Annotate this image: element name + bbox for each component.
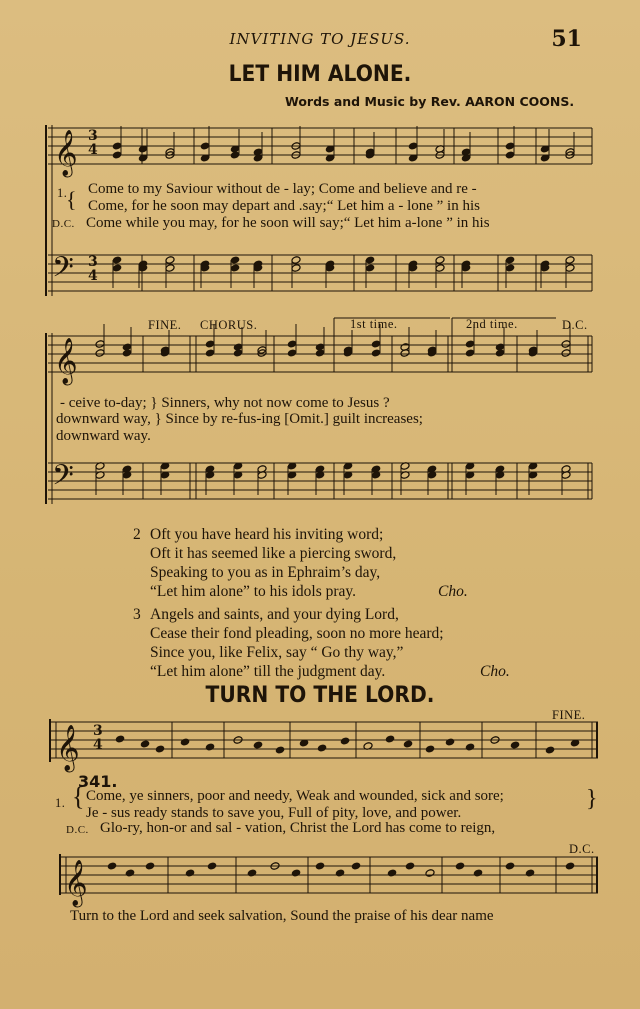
note-head <box>207 862 217 871</box>
note-head <box>505 256 515 265</box>
note-head <box>340 737 350 746</box>
note-head <box>165 256 175 265</box>
note-head <box>525 869 535 878</box>
treble-clef-icon: 𝄞 <box>54 130 78 176</box>
note-head <box>455 862 465 871</box>
verse-number: 1. <box>55 796 66 810</box>
time-sig-bottom: 4 <box>93 737 103 753</box>
note-head <box>112 256 122 265</box>
stanza-line: Since you, like Felix, say “ Go thy way,” <box>150 644 404 661</box>
note-head <box>473 869 483 878</box>
note-head <box>291 869 301 878</box>
bass-clef-icon: 𝄢 <box>52 251 74 291</box>
note-head <box>230 256 240 265</box>
note-head <box>505 142 515 151</box>
note-head <box>112 151 122 160</box>
time-sig-top: 3 <box>88 254 98 270</box>
lyric-line: Glo-ry, hon-or and sal - vation, Christ the Lord has come to reign, <box>100 820 496 836</box>
note-head <box>465 743 475 752</box>
note-head <box>403 740 413 749</box>
treble-clef-icon: 𝄞 <box>56 725 80 771</box>
brace-verse-1: { <box>66 187 77 212</box>
stanza-line: Oft you have heard his inviting word; <box>150 526 384 543</box>
lyric-line: Je - sus ready stands to save you, Full of pity, love, and power. <box>86 805 462 821</box>
note-head <box>405 862 415 871</box>
note-head <box>315 349 325 358</box>
note-head <box>291 264 301 273</box>
note-head <box>317 744 327 753</box>
note-head <box>435 264 445 273</box>
time-sig-bottom: 4 <box>88 268 98 284</box>
note-head <box>107 862 117 871</box>
note-head <box>425 869 435 878</box>
refrain-line: Turn to the Lord and seek salvation, Sound the praise of his dear name <box>70 908 494 924</box>
verse-number: 1. <box>57 186 68 200</box>
note-head <box>112 142 122 151</box>
hymn1-credit: Words and Music by Rev. AARON COONS. <box>285 94 575 109</box>
note-head <box>205 743 215 752</box>
note-head <box>365 256 375 265</box>
lyric-line: Come, for he soon may depart and .say;“ Let him a - lone ” in his <box>88 198 480 214</box>
fine-label: FINE. <box>552 708 586 722</box>
dc-label: D.C. <box>66 824 89 836</box>
note-head <box>565 862 575 871</box>
note-head <box>351 862 361 871</box>
lyric-line: downward way. <box>56 428 151 444</box>
stanza-number: 3 <box>133 606 141 623</box>
note-head <box>185 869 195 878</box>
note-head <box>545 746 555 755</box>
note-head <box>505 862 515 871</box>
note-head <box>561 340 571 349</box>
note-head <box>510 741 520 750</box>
hymn-number: 341. <box>78 772 118 791</box>
note-head <box>315 862 325 871</box>
note-head <box>95 349 105 358</box>
stanza-line: “Let him alone” till the judgment day. <box>150 663 386 680</box>
note-head <box>200 142 210 151</box>
note-head <box>155 745 165 754</box>
lyric-line: downward way, } Since by re-fus-ing [Omit.] guilt increases; <box>56 411 423 427</box>
chorus-cue: Cho. <box>438 583 468 600</box>
note-head <box>335 869 345 878</box>
note-head <box>95 340 105 349</box>
stanza-line: “Let him alone” to his idols pray. <box>150 583 357 600</box>
note-head <box>122 349 132 358</box>
note-head <box>385 735 395 744</box>
note-head <box>247 869 257 878</box>
note-head <box>408 142 418 151</box>
note-head <box>140 740 150 749</box>
chorus-label: CHORUS. <box>200 318 258 332</box>
note-head <box>371 349 381 358</box>
note-head <box>233 349 243 358</box>
time-sig-top: 3 <box>88 128 98 144</box>
note-head <box>230 151 240 160</box>
note-head <box>115 735 125 744</box>
brace-verse-1: { <box>72 782 85 811</box>
note-head <box>165 264 175 273</box>
lyric-line: - ceive to-day; } Sinners, why not now come to Jesus ? <box>60 395 390 411</box>
second-time-label: 2nd time. <box>466 317 518 331</box>
hymn2-title: TURN TO THE LORD. <box>205 683 435 708</box>
brace-close: } <box>586 786 598 812</box>
note-head <box>371 340 381 349</box>
treble-clef-icon: 𝄞 <box>54 338 78 384</box>
note-head <box>495 349 505 358</box>
note-head <box>365 264 375 273</box>
note-head <box>205 349 215 358</box>
running-title: INVITING TO JESUS. <box>229 30 411 48</box>
note-head <box>145 862 155 871</box>
stanza-number: 2 <box>133 526 141 543</box>
stanza-line: Oft it has seemed like a piercing sword, <box>150 545 397 562</box>
note-head <box>291 256 301 265</box>
treble-clef-icon: 𝄞 <box>64 860 88 906</box>
lyric-line: Come, ye sinners, poor and needy, Weak and wounded, sick and sore; <box>86 788 504 804</box>
note-head <box>205 340 215 349</box>
note-head <box>465 349 475 358</box>
note-head <box>287 340 297 349</box>
stanza-line: Speaking to you as in Ephraim’s day, <box>150 564 381 581</box>
lyric-line: Come while you may, for he soon will say;“ Let him a-lone ” in his <box>86 215 490 231</box>
note-head <box>125 869 135 878</box>
note-head <box>253 741 263 750</box>
note-head <box>287 349 297 358</box>
fine-label: FINE. <box>148 318 182 332</box>
note-head <box>230 264 240 273</box>
dc-label: D.C. <box>562 318 588 332</box>
note-head <box>387 869 397 878</box>
time-sig-bottom: 4 <box>88 142 98 158</box>
note-head <box>435 256 445 265</box>
note-head <box>505 264 515 273</box>
dc-label: D.C. <box>52 218 75 230</box>
stanza-line: Cease their fond pleading, soon no more heard; <box>150 625 444 642</box>
note-head <box>561 349 571 358</box>
bass-clef-icon: 𝄢 <box>52 459 74 499</box>
chorus-cue: Cho. <box>480 663 510 680</box>
note-head <box>425 745 435 754</box>
time-sig-top: 3 <box>93 723 103 739</box>
lyric-line: Come to my Saviour without de - lay; Come and believe and re - <box>88 181 477 197</box>
first-time-label: 1st time. <box>350 317 398 331</box>
note-head <box>445 738 455 747</box>
note-head <box>565 264 575 273</box>
dc-label: D.C. <box>569 842 595 856</box>
note-head <box>275 746 285 755</box>
note-head <box>465 340 475 349</box>
hymn1-title: LET HIM ALONE. <box>228 62 412 87</box>
stanza-line: Angels and saints, and your dying Lord, <box>150 606 399 623</box>
note-head <box>505 151 515 160</box>
note-head <box>112 264 122 273</box>
page-number: 51 <box>551 26 582 52</box>
note-head <box>180 738 190 747</box>
note-head <box>565 256 575 265</box>
